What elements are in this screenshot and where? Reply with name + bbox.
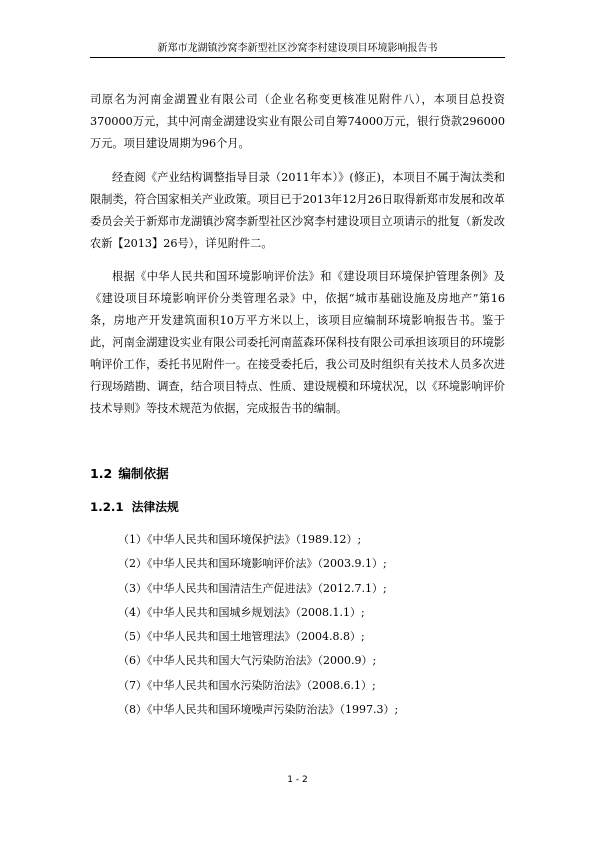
law-item: （6）《中华人民共和国大气污染防治法》（2000.9）; [118, 654, 377, 668]
law-item: （4）《中华人民共和国城乡规划法》（2008.1.1）; [118, 605, 365, 619]
section-heading [90, 463, 169, 482]
paragraph-eia-basis: 根据《中华人民共和国环境影响评价法》和《建设项目环境保护管理条例》及《建设项目环境影响评价分类管理名录》中，依据“城市基础设施及房地产”第16条，房地产开发建筑面积10万平方米以上，该项目应编制环境影响报告书。鉴于此，河南金湖建设实业有限公司委托河南蓝森环保科技有限公司承担该项目的环境影响评价工作，委托书见附件一。在接受委托后，我公司及时组织有关技术人员多次进行现场踏勘、调查，结合项目特点、性质、建设规模和环境状况，以《环境影响评价技术导则》等技术规范为依据，完成报告书的编制。 [90, 270, 505, 415]
law-item: （2）《中华人民共和国环境影响评价法》（2003.9.1）; [118, 557, 387, 571]
subsection-heading [90, 498, 179, 515]
header-divider [90, 57, 505, 58]
section-number: 1.2 [90, 466, 113, 481]
subsection-title: 法律法规 [131, 500, 179, 514]
law-list [118, 528, 498, 722]
law-item: （7）《中华人民共和国水污染防治法》（2008.6.1）; [118, 678, 376, 692]
paragraph-industrial-policy: 经查阅《产业结构调整指导目录（2011年本）》(修正)，本项目不属于淘汰类和限制类，符合国家相关产业政策。项目已于2013年12月26日取得新郑市发展和改革委员会关于新郑市龙湖镇沙窝李新型社区沙窝李村建设项目立项请示的批复（新发改农新【2013】26号），详见附件二。 [90, 171, 505, 250]
law-item: （3）《中华人民共和国清洁生产促进法》（2012.7.1）; [118, 581, 387, 595]
law-item: （8）《中华人民共和国环境噪声污染防治法》（1997.3）; [118, 703, 399, 717]
law-item: （1）《中华人民共和国环境保护法》（1989.12）; [118, 533, 362, 546]
paragraph-investment: 司原名为河南金湖置业有限公司（企业名称变更核准见附件八），本项目总投资370000万元，其中河南金湖建设实业有限公司自筹74000万元，银行贷款296000万元。项目建设周期为96个月。 [90, 93, 505, 150]
running-header: 新郑市龙湖镇沙窝李新型社区沙窝李村建设项目环境影响报告书 [157, 43, 438, 54]
page-number: 1 - 2 [287, 775, 308, 785]
section-title: 编制依据 [118, 466, 169, 481]
law-item: （5）《中华人民共和国土地管理法》（2004.8.8）; [118, 630, 365, 644]
subsection-number: 1.2.1 [90, 500, 124, 514]
